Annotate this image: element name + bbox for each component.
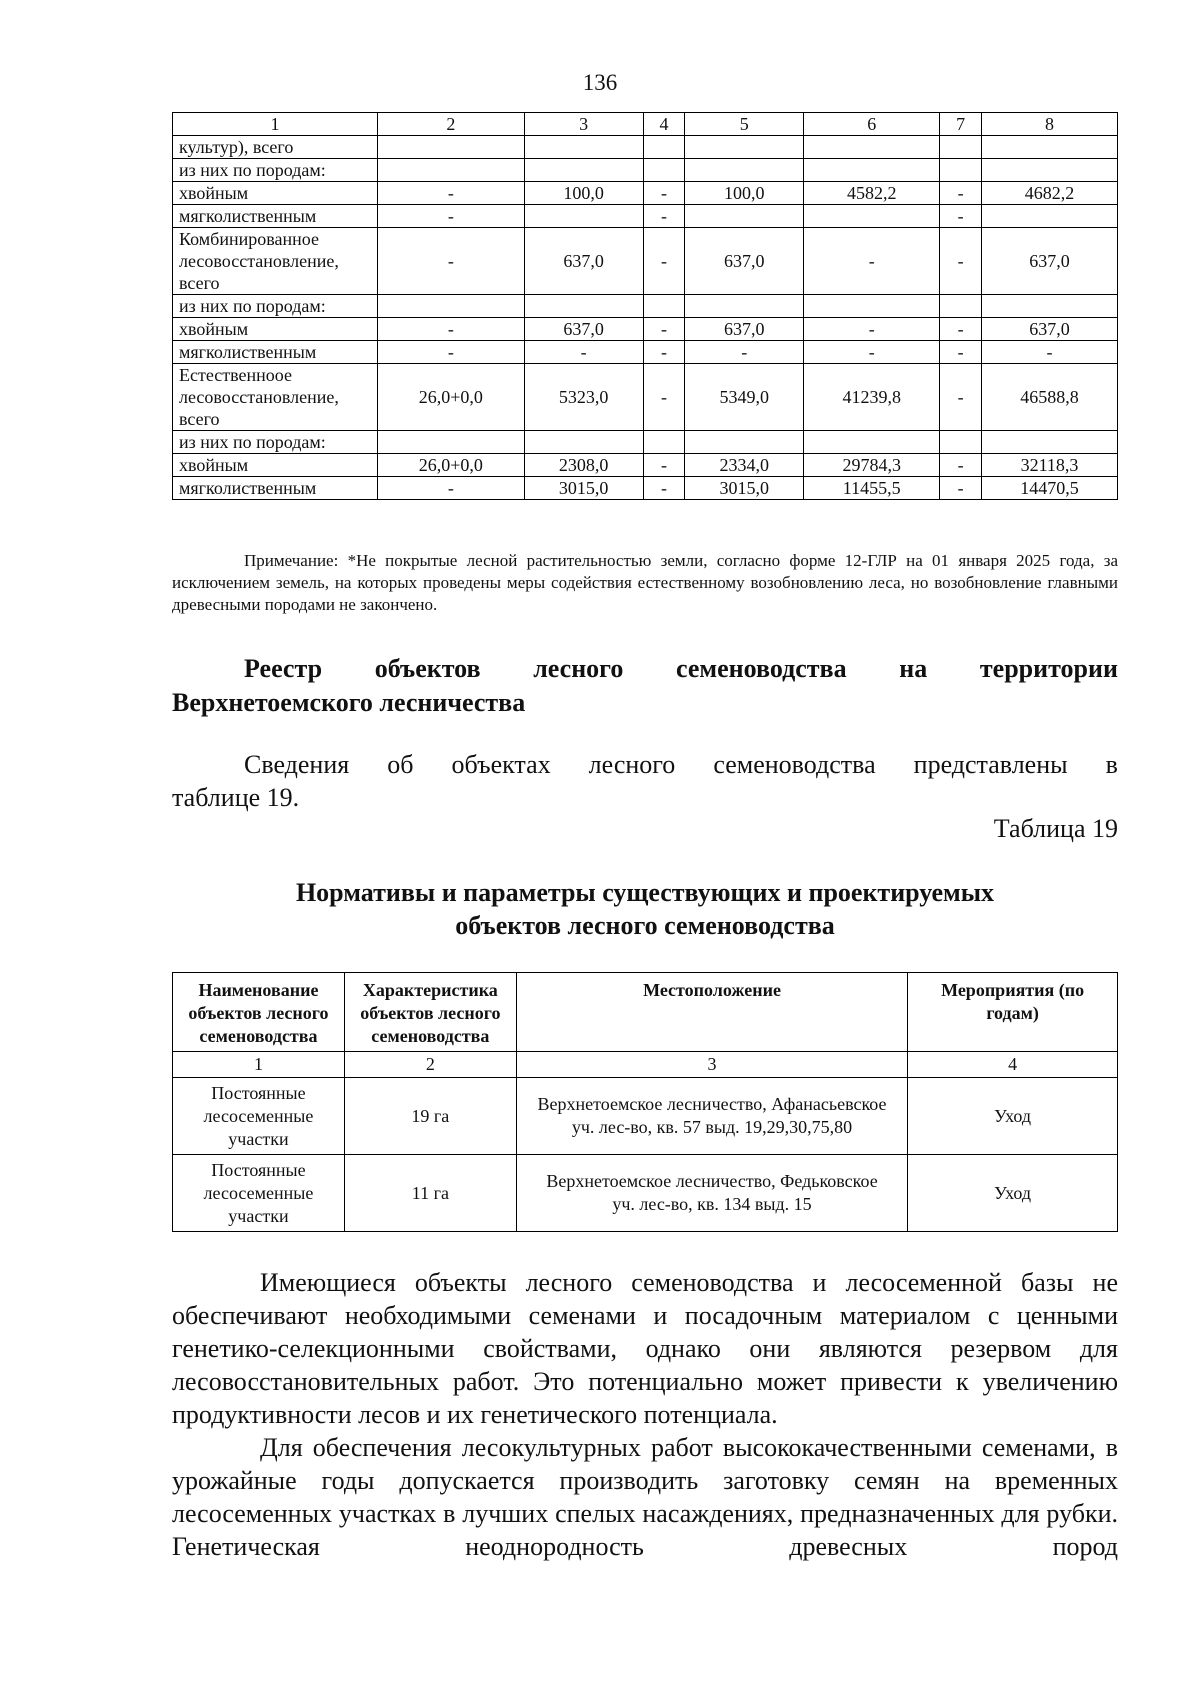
cell-value: - xyxy=(940,182,982,205)
cell-value: - xyxy=(643,182,685,205)
cell-value xyxy=(524,295,643,318)
cell-value: - xyxy=(685,341,804,364)
cell-value xyxy=(378,295,525,318)
cell-value xyxy=(982,205,1118,228)
row-label: из них по породам: xyxy=(173,431,378,454)
column-number: 4 xyxy=(643,113,685,136)
word: Реестр xyxy=(244,654,323,683)
table-row xyxy=(173,205,1118,228)
row-label: из них по породам: xyxy=(173,295,378,318)
cell-value xyxy=(378,159,525,182)
cell-value xyxy=(643,159,685,182)
cell-value xyxy=(524,431,643,454)
cell-value xyxy=(524,205,643,228)
table-title xyxy=(172,876,1118,942)
table-title-line2: объектов лесного семеноводства xyxy=(455,911,835,940)
table-title-line1: Нормативы и параметры существующих и проектируемых xyxy=(295,878,995,907)
section-heading xyxy=(172,652,1118,720)
cell-value xyxy=(524,159,643,182)
cell-value: - xyxy=(982,341,1118,364)
cell-value: - xyxy=(804,318,940,341)
table-header-row xyxy=(173,973,1118,1052)
cell-value: 637,0 xyxy=(685,228,804,295)
cell-value xyxy=(378,431,525,454)
cell-value: - xyxy=(378,341,525,364)
cell-value: 637,0 xyxy=(685,318,804,341)
location-line2: уч. лес-во, кв. 57 выд. 19,29,30,75,80 xyxy=(571,1117,853,1137)
cell-value: - xyxy=(940,477,982,500)
column-number: 2 xyxy=(378,113,525,136)
column-number: 5 xyxy=(685,113,804,136)
column-number: 6 xyxy=(804,113,940,136)
intro-paragraph xyxy=(172,748,1118,814)
cell-name: Постоянные лесосеменные участки xyxy=(173,1155,345,1232)
table-row xyxy=(173,1155,1118,1232)
table-row xyxy=(173,295,1118,318)
cell-value: - xyxy=(643,318,685,341)
word: территории xyxy=(979,654,1118,683)
cell-activity: Уход xyxy=(908,1078,1118,1155)
cell-value: - xyxy=(378,318,525,341)
word: семеноводства xyxy=(713,750,876,779)
word: объектах xyxy=(451,750,551,779)
section-heading-line1 xyxy=(172,652,1118,686)
cell-value: 100,0 xyxy=(524,182,643,205)
cell-location xyxy=(516,1078,907,1155)
word: на xyxy=(899,654,928,683)
cell-value xyxy=(804,136,940,159)
row-label: хвойным xyxy=(173,318,378,341)
column-number: 8 xyxy=(982,113,1118,136)
cell-value xyxy=(685,205,804,228)
column-number-row xyxy=(173,1052,1118,1078)
section-heading-line2: Верхнетоемского лесничества xyxy=(172,688,526,717)
cell-value: 29784,3 xyxy=(804,454,940,477)
cell-value: - xyxy=(643,364,685,431)
cell-value: 41239,8 xyxy=(804,364,940,431)
row-label: культур), всего xyxy=(173,136,378,159)
cell-characteristic: 11 га xyxy=(344,1155,516,1232)
row-label: мягколиственным xyxy=(173,205,378,228)
cell-value xyxy=(804,205,940,228)
cell-value xyxy=(685,159,804,182)
cell-value xyxy=(940,295,982,318)
cell-value xyxy=(643,136,685,159)
table-row xyxy=(173,318,1118,341)
word: лесного xyxy=(533,654,624,683)
cell-value: 637,0 xyxy=(524,228,643,295)
cell-value: 5323,0 xyxy=(524,364,643,431)
body-paragraph-2: Для обеспечения лесокультурных работ высококачественными семенами, в урожайные годы допускается производить заготовку семян на временных лесосеменных участках в лучших спелых насаждениях, предназначенных для рубки. Генетическая неоднородность древесных пород xyxy=(172,1433,1118,1561)
intro-paragraph-line1 xyxy=(172,748,1118,781)
column-number: 1 xyxy=(173,1052,345,1078)
cell-value: 3015,0 xyxy=(524,477,643,500)
cell-location xyxy=(516,1155,907,1232)
row-label: Комбинированное лесовосстановление, всего xyxy=(173,228,378,295)
header-name: Наименование объектов лесного семеноводства xyxy=(173,973,345,1052)
cell-value: 5349,0 xyxy=(685,364,804,431)
cell-value: - xyxy=(378,477,525,500)
cell-value: - xyxy=(378,205,525,228)
cell-value: 11455,5 xyxy=(804,477,940,500)
body-text xyxy=(172,1266,1118,1563)
cell-value xyxy=(685,295,804,318)
column-number: 4 xyxy=(908,1052,1118,1078)
cell-value xyxy=(643,431,685,454)
body-paragraph-1: Имеющиеся объекты лесного семеноводства и лесосеменной базы не обеспечивают необходимыми семенами и посадочным материалом с ценными генетико-селекционными свойствами, однако они являются резервом для лесовосстановительных работ. Это потенциально может привести к увеличению продуктивности лесов и их генетического потенциала. xyxy=(172,1268,1118,1429)
location-line1: Верхнетоемское лесничество, Федьковское xyxy=(546,1171,878,1191)
cell-activity: Уход xyxy=(908,1155,1118,1232)
row-label: Естественноое лесовосстановление, всего xyxy=(173,364,378,431)
column-number: 3 xyxy=(516,1052,907,1078)
cell-value xyxy=(940,431,982,454)
word: объектов xyxy=(374,654,481,683)
table-row xyxy=(173,364,1118,431)
table-row xyxy=(173,159,1118,182)
cell-value xyxy=(982,431,1118,454)
cell-value xyxy=(982,295,1118,318)
cell-value: - xyxy=(524,341,643,364)
cell-value xyxy=(685,431,804,454)
cell-value: - xyxy=(643,477,685,500)
cell-value xyxy=(940,159,982,182)
cell-value: - xyxy=(643,454,685,477)
cell-value: 14470,5 xyxy=(982,477,1118,500)
word: Сведения xyxy=(244,750,350,779)
table-row xyxy=(173,454,1118,477)
cell-value: 26,0+0,0 xyxy=(378,364,525,431)
cell-value: - xyxy=(940,454,982,477)
column-number: 7 xyxy=(940,113,982,136)
table-row xyxy=(173,182,1118,205)
row-label: мягколиственным xyxy=(173,477,378,500)
table-row xyxy=(173,431,1118,454)
cell-value: - xyxy=(643,228,685,295)
column-number-row xyxy=(173,113,1118,136)
table-row xyxy=(173,228,1118,295)
cell-value: 4682,2 xyxy=(982,182,1118,205)
header-location: Местоположение xyxy=(516,973,907,1052)
cell-value: 4582,2 xyxy=(804,182,940,205)
table-row xyxy=(173,1078,1118,1155)
cell-value: - xyxy=(643,205,685,228)
cell-value xyxy=(804,431,940,454)
cell-value: - xyxy=(940,228,982,295)
cell-value: 637,0 xyxy=(982,318,1118,341)
cell-value xyxy=(685,136,804,159)
header-activity: Мероприятия (по годам) xyxy=(908,973,1118,1052)
location-line1: Верхнетоемское лесничество, Афанасьевское xyxy=(537,1094,887,1114)
cell-name: Постоянные лесосеменные участки xyxy=(173,1078,345,1155)
cell-value: 637,0 xyxy=(524,318,643,341)
cell-value xyxy=(804,159,940,182)
word: представлены xyxy=(913,750,1068,779)
cell-value: - xyxy=(378,182,525,205)
word: об xyxy=(387,750,414,779)
cell-value: 637,0 xyxy=(982,228,1118,295)
cell-value: 32118,3 xyxy=(982,454,1118,477)
seed-objects-table xyxy=(172,972,1118,1232)
cell-value: 26,0+0,0 xyxy=(378,454,525,477)
column-number: 3 xyxy=(524,113,643,136)
column-number: 2 xyxy=(344,1052,516,1078)
cell-value xyxy=(804,295,940,318)
cell-value: - xyxy=(940,341,982,364)
table-row xyxy=(173,341,1118,364)
row-label: из них по породам: xyxy=(173,159,378,182)
cell-value: 2334,0 xyxy=(685,454,804,477)
cell-value xyxy=(643,295,685,318)
page-number: 136 xyxy=(582,70,618,95)
cell-value: - xyxy=(378,228,525,295)
row-label: хвойным xyxy=(173,182,378,205)
cell-value xyxy=(378,136,525,159)
cell-value: - xyxy=(804,228,940,295)
intro-paragraph-line2: таблице 19. xyxy=(172,783,300,812)
word: лесного xyxy=(588,750,676,779)
cell-value: 2308,0 xyxy=(524,454,643,477)
cell-value: - xyxy=(804,341,940,364)
cell-value: - xyxy=(940,318,982,341)
header-characteristic: Характеристика объектов лесного семеноводства xyxy=(344,973,516,1052)
continued-table xyxy=(172,112,1118,500)
table-note: Примечание: *Не покрытые лесной растительностью земли, согласно форме 12-ГЛР на 01 января 2025 года, за исключением земель, на которых проведены меры содействия естественному возобновлению леса, но возобновление главными древесными породами не закончено. xyxy=(172,551,1118,614)
word: семеноводства xyxy=(675,654,847,683)
location-line2: уч. лес-во, кв. 134 выд. 15 xyxy=(612,1194,812,1214)
word: в xyxy=(1105,750,1118,779)
cell-value: - xyxy=(643,341,685,364)
cell-value xyxy=(940,136,982,159)
column-number: 1 xyxy=(173,113,378,136)
cell-value: - xyxy=(940,364,982,431)
cell-value: - xyxy=(940,205,982,228)
table-label: Таблица 19 xyxy=(993,814,1118,843)
cell-value xyxy=(524,136,643,159)
table-row xyxy=(173,477,1118,500)
cell-value: 46588,8 xyxy=(982,364,1118,431)
row-label: хвойным xyxy=(173,454,378,477)
row-label: мягколиственным xyxy=(173,341,378,364)
cell-characteristic: 19 га xyxy=(344,1078,516,1155)
table-row xyxy=(173,136,1118,159)
cell-value xyxy=(982,159,1118,182)
cell-value: 100,0 xyxy=(685,182,804,205)
cell-value xyxy=(982,136,1118,159)
cell-value: 3015,0 xyxy=(685,477,804,500)
